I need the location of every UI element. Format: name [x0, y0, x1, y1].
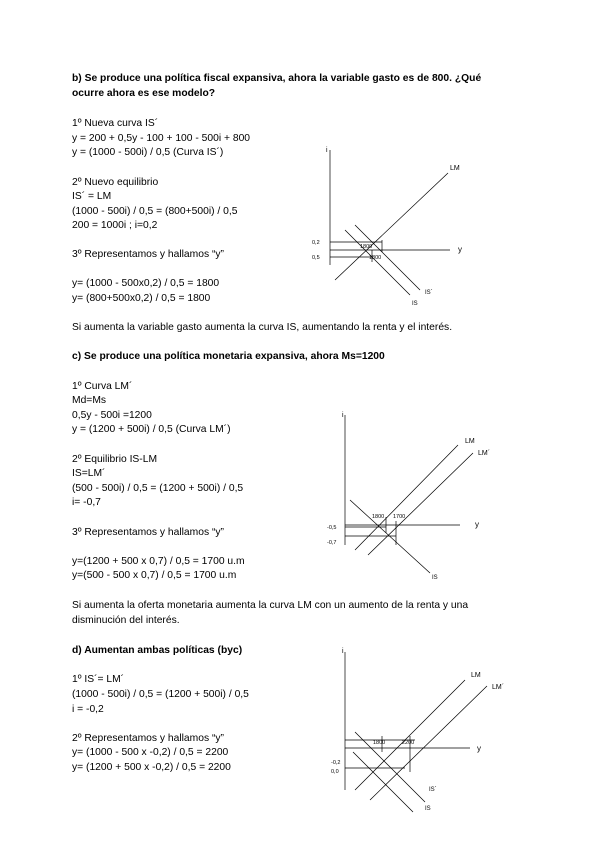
graph-b — [300, 140, 480, 310]
graph-b-is-prime-line — [355, 225, 420, 290]
graph-d-lm-prime-label: LM´ — [492, 684, 505, 691]
section-c-step3-line2: y=(500 - 500 x 0,7) / 0,5 = 1700 u.m — [72, 570, 237, 581]
graph-d-tick-0: 0,0 — [331, 769, 339, 775]
section-c-step2-title: 2º Equilibrio IS-LM — [72, 454, 158, 465]
section-c-step3-line1: y=(1200 + 500 x 0,7) / 0,5 = 1700 u.m — [72, 556, 245, 567]
section-d-heading: d) Aumentan ambas políticas (byc) — [72, 645, 243, 656]
graph-c-lm-prime-label: LM´ — [478, 450, 491, 457]
section-c-conclusion-line2: disminución del interés. — [72, 615, 180, 626]
section-b-step1-line1: y = 200 + 0,5y - 100 + 100 - 500i + 800 — [72, 133, 251, 144]
section-c-step1-line3: y = (1200 + 500i) / 0,5 (Curva LM´) — [72, 424, 231, 435]
section-c-step2-line1: IS=LM´ — [72, 468, 106, 479]
graph-b-lm-line — [335, 173, 448, 280]
graph-c-tick-07: -0,7 — [327, 540, 337, 546]
graph-d-axis-y-label: y — [477, 744, 481, 753]
section-c-step2-line3: i= -0,7 — [72, 497, 101, 508]
section-d-step1-line2: i = -0,2 — [72, 704, 104, 715]
graph-c-is-label: IS — [432, 575, 438, 581]
section-b-heading-line2: ocurre ahora es ese modelo? — [72, 88, 216, 99]
section-c-step1-title: 1º Curva LM´ — [72, 381, 133, 392]
section-d-step1-line1: (1000 - 500i) / 0,5 = (1200 + 500i) / 0,5 — [72, 689, 249, 700]
graph-d-axis-i-label: i — [342, 648, 344, 655]
graph-d-is-line — [353, 752, 413, 812]
graph-d-is-prime-label: IS´ — [429, 787, 437, 793]
section-b-step3-line2: y= (800+500x0,2) / 0,5 = 1800 — [72, 293, 211, 304]
graph-c — [310, 405, 500, 585]
section-d-step2-line1: y= (1000 - 500 x -0,2) / 0,5 = 2200 — [72, 747, 229, 758]
graph-b-val-1800b: 1800 — [369, 255, 382, 261]
graph-d-lm-prime-line — [370, 686, 487, 800]
graph-c-val-1700: 1700 — [393, 514, 406, 520]
section-b-heading-line1: b) Se produce una política fiscal expansiva, ahora la variable gasto es de 800. ¿Qué — [72, 73, 482, 84]
section-b-step1-title: 1º Nueva curva IS´ — [72, 118, 159, 129]
section-c-step1-line2: 0,5y - 500i =1200 — [72, 410, 152, 421]
graph-b-axis-i-label: i — [326, 147, 328, 154]
graph-c-tick-05: -0,5 — [327, 525, 337, 531]
section-b-step2-title: 2º Nuevo equilibrio — [72, 177, 159, 188]
graph-d-is-prime-line — [355, 732, 425, 802]
section-b-step1-line2: y = (1000 - 500i) / 0,5 (Curva IS´) — [72, 147, 224, 158]
graph-c-axis-y-label: y — [475, 520, 479, 529]
section-d-step2-line2: y= (1200 + 500 x -0,2) / 0,5 = 2200 — [72, 762, 231, 773]
section-b-step2-line1: IS´ = LM — [72, 191, 112, 202]
graph-c-lm-line — [355, 445, 458, 550]
section-d-step1-title: 1º IS´= LM´ — [72, 674, 125, 685]
graph-d — [315, 640, 515, 825]
section-c-step2-line2: (500 - 500i) / 0,5 = (1200 + 500i) / 0,5 — [72, 483, 244, 494]
section-d-step2-title: 2º Representamos y hallamos “y” — [72, 733, 224, 744]
section-b-step3-title: 3º Representamos y hallamos “y” — [72, 249, 224, 260]
section-b-conclusion: Si aumenta la variable gasto aumenta la curva IS, aumentando la renta y el interés. — [72, 322, 453, 333]
graph-b-tick-05: 0,5 — [312, 255, 320, 261]
graph-d-val-2200: 2200 — [402, 740, 415, 746]
graph-d-lm-label: LM — [471, 672, 481, 679]
graph-c-axis-i-label: i — [342, 412, 344, 419]
graph-c-lm-label: LM — [465, 438, 475, 445]
graph-b-is-label: IS — [412, 301, 418, 307]
graph-b-lm-label: LM — [450, 165, 460, 172]
graph-d-val-1800: 1800 — [373, 740, 386, 746]
graph-c-val-1800: 1800 — [372, 514, 385, 520]
section-c-step3-title: 3º Representamos y hallamos “y” — [72, 527, 224, 538]
graph-b-tick-02: 0,2 — [312, 240, 320, 246]
graph-c-is-line — [350, 500, 430, 573]
graph-b-axis-y-label: y — [458, 245, 462, 254]
section-b-step3-line1: y= (1000 - 500x0,2) / 0,5 = 1800 — [72, 278, 220, 289]
section-b-step2-line3: 200 = 1000i ; i=0,2 — [72, 220, 158, 231]
section-b-step2-line2: (1000 - 500i) / 0,5 = (800+500i) / 0,5 — [72, 206, 238, 217]
graph-b-is-prime-label: IS´ — [425, 290, 433, 296]
graph-d-is-label: IS — [425, 806, 431, 812]
graph-d-lm-line — [355, 680, 465, 790]
graph-c-lm-prime-line — [368, 453, 473, 555]
graph-d-tick-02: -0,2 — [331, 760, 341, 766]
graph-b-val-1800a: 1800 — [360, 244, 373, 250]
section-c-conclusion-line1: Si aumenta la oferta monetaria aumenta la curva LM con un aumento de la renta y una — [72, 600, 469, 611]
section-c-heading: c) Se produce una política monetaria expansiva, ahora Ms=1200 — [72, 351, 385, 362]
section-c-step1-line1: Md=Ms — [72, 395, 107, 406]
